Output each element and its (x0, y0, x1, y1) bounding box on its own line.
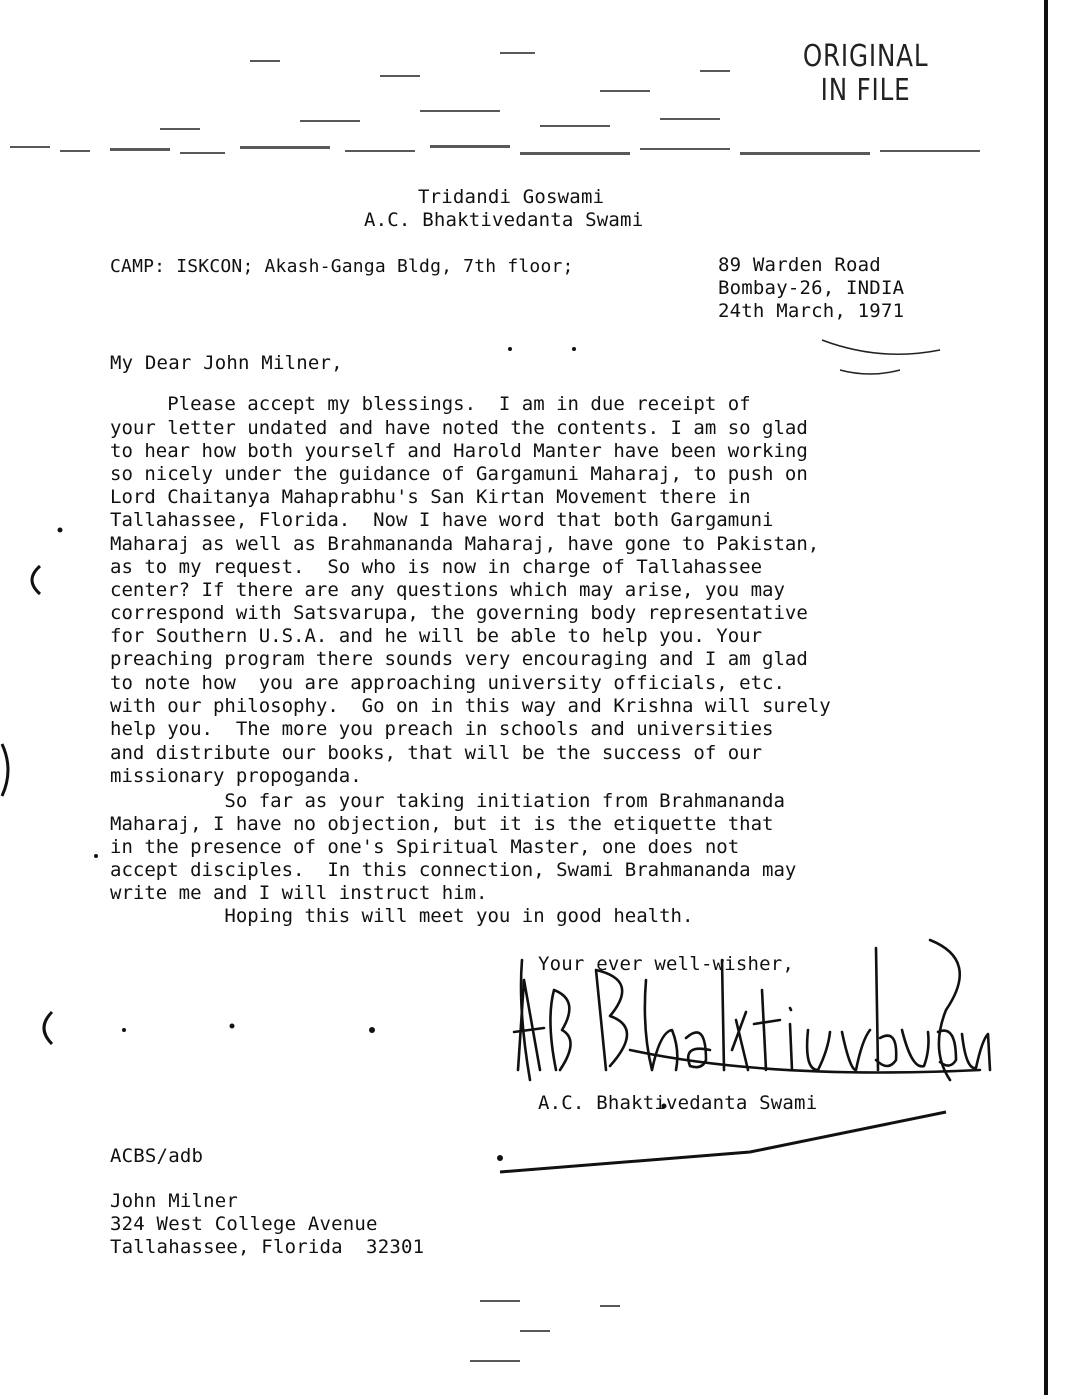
body-line: accept disciples. In this connection, Swami Brahmananda may (110, 859, 797, 881)
salutation: My Dear John Milner, (110, 352, 343, 374)
body-line: your letter undated and have noted the contents. I am so glad (110, 417, 808, 439)
body-line: missionary propoganda. (110, 765, 362, 787)
letter-date: 24th March, 1971 (718, 300, 905, 322)
body-line: Hoping this will meet you in good health. (110, 905, 694, 927)
closing: Your ever well-wisher, (538, 953, 795, 975)
body-line: help you. The more you preach in schools and universities (110, 718, 774, 740)
body-line: So far as your taking initiation from Brahmananda (110, 790, 785, 812)
body-line: so nicely under the guidance of Gargamuni Maharaj, to push on (110, 463, 808, 485)
camp-address: CAMP: ISKCON; Akash-Ganga Bldg, 7th floor; (110, 256, 574, 277)
body-line: Lord Chaitanya Mahaprabhu's San Kirtan Movement there in (110, 486, 751, 508)
body-line: Tallahassee, Florida. Now I have word that both Gargamuni (110, 509, 774, 531)
stamp-line1: ORIGINAL (802, 39, 929, 74)
stamp-line2: IN FILE (820, 73, 911, 108)
body-line: in the presence of one's Spiritual Master, one does not (110, 836, 740, 858)
body-line: write me and I will instruct him. (110, 882, 488, 904)
body-line: center? If there are any questions which may arise, you may (110, 579, 785, 601)
signature (510, 920, 1000, 1100)
reference-initials: ACBS/adb (110, 1145, 204, 1167)
page-edge-line (1044, 0, 1048, 1395)
body-line: with our philosophy. Go on in this way and Krishna will surely (110, 695, 831, 717)
recipient-name: John Milner (110, 1190, 239, 1212)
letterhead-line1: Tridandi Goswami (418, 186, 605, 208)
body-line: for Southern U.S.A. and he will be able to help you. Your (110, 625, 763, 647)
body-line: Please accept my blessings. I am in due receipt of (110, 393, 751, 415)
body-line: preaching program there sounds very encouraging and I am glad (110, 648, 808, 670)
address-street: 89 Warden Road (718, 254, 881, 276)
address-city: Bombay-26, INDIA (718, 277, 905, 299)
body-line: Maharaj as well as Brahmananda Maharaj, have gone to Pakistan, (110, 533, 820, 555)
body-line: and distribute our books, that will be the success of our (110, 742, 763, 764)
recipient-city: Tallahassee, Florida 32301 (110, 1236, 425, 1258)
original-in-file-stamp (800, 40, 931, 108)
body-line: to note how you are approaching university officials, etc. (110, 672, 785, 694)
body-line: as to my request. So who is now in charge of Tallahassee (110, 556, 763, 578)
recipient-street: 324 West College Avenue (110, 1213, 378, 1235)
body-line: correspond with Satsvarupa, the governing body representative (110, 602, 808, 624)
body-line: to hear how both yourself and Harold Manter have been working (110, 440, 808, 462)
letterhead-line2: A.C. Bhaktivedanta Swami (364, 209, 644, 231)
body-line: Maharaj, I have no objection, but it is the etiquette that (110, 813, 774, 835)
signature-name: A.C. Bhaktivedanta Swami (538, 1092, 818, 1114)
